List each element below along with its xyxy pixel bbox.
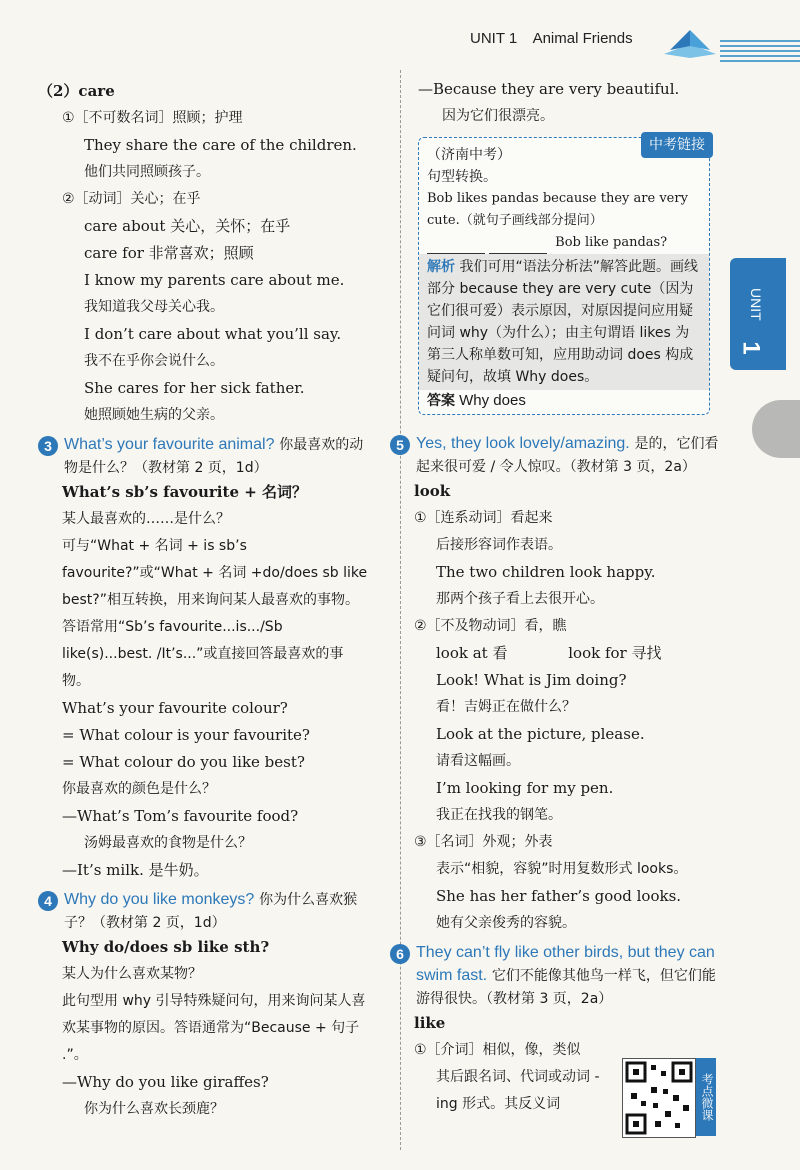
- section-3-meaning: 某人最喜欢的……是什么？: [62, 511, 230, 527]
- section-6-heading: [390, 941, 720, 1010]
- section-3-example-1: What’s your favourite colour?: [62, 699, 288, 717]
- section-3-example-zh: 你最喜欢的颜色是什么？: [62, 781, 216, 797]
- care-example-2-en: I don’t care about what you’ll say.: [84, 325, 342, 343]
- section-3-explanation: 可与“What + 名词 + is sb’s favourite?”或“What + 名词 +do/does sb like best?”相互转换，用来询问某人最喜欢的事物。答语常用“Sb’s favourite...is.../Sb like(s)...best. /It’s...”或直接回答最喜欢的事物。: [62, 538, 368, 689]
- care-sense-1-zh: 他们共同照顾孩子。: [84, 164, 210, 180]
- left-column: [38, 78, 368, 1123]
- section-5-title: Yes, they look lovely/amazing.: [416, 435, 630, 452]
- book-icon: [660, 24, 720, 60]
- section-3-pattern: What’s sb’s favourite + 名词？: [62, 483, 307, 501]
- care-sense-1: ①［不可数名词］照顾；护理: [62, 110, 243, 126]
- look-phrases: [390, 640, 720, 667]
- qr-label: 考点微课: [696, 1058, 716, 1136]
- exam-blank-line: [427, 232, 703, 254]
- exam-answer: [427, 390, 703, 413]
- care-sense-1-en: They share the care of the children.: [84, 136, 357, 154]
- care-sense-2: ②［动词］关心；在乎: [62, 191, 201, 207]
- section-number-badge: 5: [390, 435, 410, 455]
- exam-link-box: [418, 137, 710, 415]
- look-example-1-zh: 看！吉姆正在做什么？: [436, 699, 576, 715]
- section-4-title-zh: 你为什么喜欢猴子？（教材第 2 页，1d）: [64, 892, 358, 931]
- section-number-badge: 6: [390, 944, 410, 964]
- section-3-title: What’s your favourite animal?: [64, 436, 275, 453]
- answer-text: Why does: [459, 392, 526, 409]
- right-column-top: [418, 76, 718, 130]
- look-phrase-a: look at 看: [436, 644, 508, 662]
- section-4-heading: [38, 888, 368, 934]
- section-5-heading: [390, 432, 720, 478]
- answer-blank[interactable]: [489, 239, 547, 254]
- look-heading: look: [414, 482, 451, 500]
- right-column-main: [390, 428, 720, 1118]
- because-example-en: —Because they are very beautiful.: [418, 80, 680, 98]
- look-sense-3-en: She has her father’s good looks.: [436, 887, 682, 905]
- section-3-example-3: = What colour do you like best?: [62, 753, 305, 771]
- section-number-badge: 4: [38, 891, 58, 911]
- like-sense-1-note: 其后跟名词、代词或动词 -ing 形式。其反义词: [436, 1069, 600, 1112]
- answer-label: 答案: [427, 393, 455, 409]
- look-sense-1-zh: 那两个孩子看上去很开心。: [436, 591, 604, 607]
- care-example-1-en: I know my parents care about me.: [84, 271, 345, 289]
- look-example-2-zh: 请看这幅画。: [436, 753, 520, 769]
- look-sense-3: ③［名词］外观；外表: [414, 834, 553, 850]
- care-example-2-zh: 我不在乎你会说什么。: [84, 353, 224, 369]
- care-heading: （2）care: [38, 82, 115, 100]
- section-3-example-4: —What’s Tom’s favourite food?: [62, 807, 299, 825]
- look-sense-2: ②［不及物动词］看，瞧: [414, 618, 567, 634]
- exam-blank-tail: Bob like pandas?: [555, 235, 668, 250]
- exam-task: 句型转换。: [427, 169, 497, 185]
- section-4-title: Why do you like monkeys?: [64, 891, 255, 908]
- section-6-title-zh: 它们不能像其他鸟一样飞，但它们能游得很快。（教材第 3 页，2a）: [416, 968, 716, 1007]
- header-title: Animal Friends: [532, 30, 633, 47]
- exam-source: （济南中考）: [427, 147, 511, 163]
- care-example-3-en: She cares for her sick father.: [84, 379, 305, 397]
- care-phrase-a: care about 关心，关怀；在乎: [84, 217, 291, 235]
- exam-analysis: [419, 254, 709, 390]
- section-4-pattern: Why do/does sb like sth?: [62, 938, 270, 956]
- header-stripes: [720, 40, 800, 62]
- section-4-meaning: 某人为什么喜欢某物？: [62, 966, 202, 982]
- answer-blank[interactable]: [427, 239, 485, 254]
- header-unit: UNIT 1: [470, 30, 518, 47]
- section-6-title: They can’t fly like other birds, but they can swim fast.: [416, 944, 715, 984]
- like-sense-1: ①［介词］相似，像，类似: [414, 1042, 581, 1058]
- look-example-1-en: Look! What is Jim doing?: [436, 671, 627, 689]
- running-header: [470, 30, 633, 47]
- look-sense-1-note: 后接形容词作表语。: [436, 537, 562, 553]
- look-example-3-zh: 我正在找我的钢笔。: [436, 807, 562, 823]
- because-example-zh: 因为它们很漂亮。: [442, 108, 554, 124]
- section-4-explanation: 此句型用 why 引导特殊疑问句，用来询问某人喜欢某事物的原因。答语通常为“Because + 句子 .”。: [62, 993, 366, 1063]
- look-phrase-b: look for 寻找: [568, 644, 662, 662]
- care-phrase-b: care for 非常喜欢；照顾: [84, 244, 254, 262]
- analysis-label: 解析: [427, 259, 455, 275]
- section-3-example-4-zh: 汤姆最喜欢的食物是什么？: [84, 835, 252, 851]
- look-sense-3-zh: 她有父亲俊秀的容貌。: [436, 915, 576, 931]
- look-sense-1-en: The two children look happy.: [436, 563, 656, 581]
- look-sense-1: ①［连系动词］看起来: [414, 510, 553, 526]
- care-example-1-zh: 我知道我父母关心我。: [84, 299, 224, 315]
- side-thumb-tab: [752, 400, 800, 458]
- section-5-title-zh: 是的，它们看起来很可爱 / 令人惊叹。（教材第 3 页，2a）: [416, 436, 719, 475]
- section-4-example-1: —Why do you like giraffes?: [62, 1073, 269, 1091]
- analysis-text: 我们可用“语法分析法”解答此题。画线部分 because they are very cute（因为它们很可爱）表示原因，对原因提问应用疑问词 why（为什么）；由主句谓语 likes 为第三人称单数可知，应用助动词 does 构成疑问句，故填 Why does。: [427, 259, 698, 385]
- look-example-2-en: Look at the picture, please.: [436, 725, 645, 743]
- care-example-3-zh: 她照顾她生病的父亲。: [84, 407, 224, 423]
- look-sense-3-note: 表示“相貌，容貌”时用复数形式 looks。: [436, 861, 688, 877]
- qr-code-icon[interactable]: [622, 1058, 696, 1138]
- section-3-example-2: = What colour is your favourite?: [62, 726, 310, 744]
- section-number-badge: 3: [38, 436, 58, 456]
- section-4-example-1-zh: 你为什么喜欢长颈鹿？: [84, 1101, 224, 1117]
- like-heading: like: [414, 1014, 446, 1032]
- exam-link-tag: 中考链接: [641, 132, 713, 158]
- exam-question: Bob likes pandas because they are very cute.（就句子画线部分提问）: [427, 191, 688, 228]
- section-3-heading: [38, 433, 368, 479]
- look-example-3-en: I’m looking for my pen.: [436, 779, 614, 797]
- unit-side-tab[interactable]: UNIT 1: [730, 258, 786, 370]
- section-3-title-zh: 你最喜欢的动物是什么？（教材第 2 页，1d）: [64, 437, 364, 476]
- section-3-example-5: —It’s milk. 是牛奶。: [62, 861, 209, 879]
